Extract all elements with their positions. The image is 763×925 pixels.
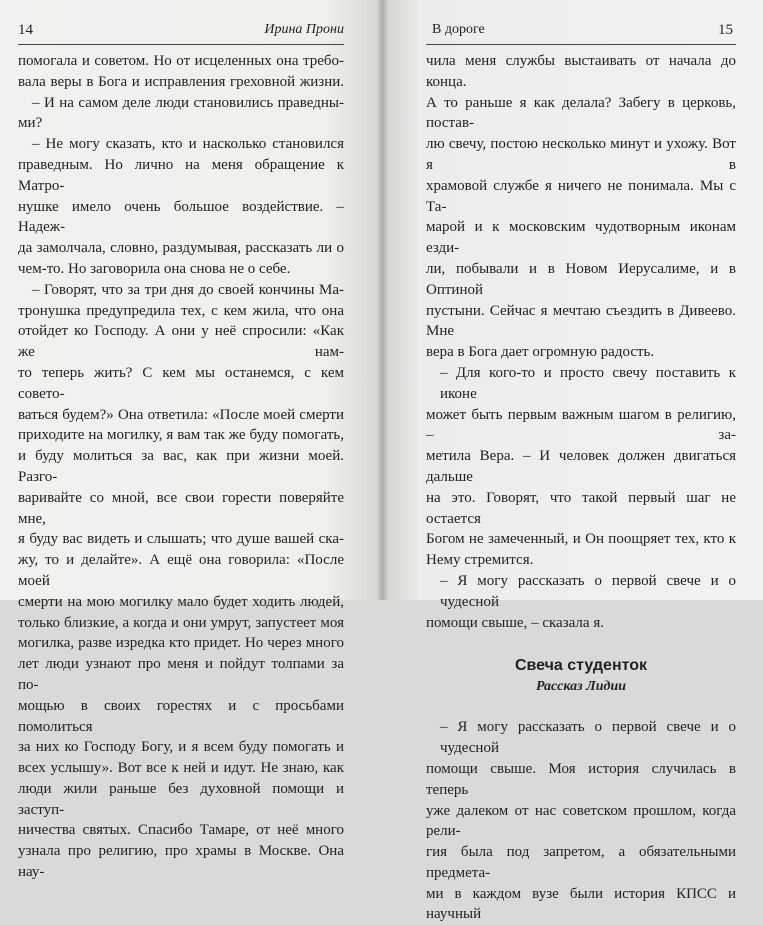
text-line: марой и к московским чудотворным иконам езди- [426, 219, 736, 257]
page-number: 15 [718, 22, 733, 38]
text-line: я буду вас видеть и слышать; что душе вашей ска- [18, 531, 344, 548]
text-line: лет люди узнают про меня и пойдут толпами за по- [18, 656, 344, 693]
text-line: за них ко Господу Богу, и я всем буду помогать и [18, 739, 344, 756]
section-title: Свеча студенток [514, 657, 648, 675]
text-line: лю свечу, постою несколько минут и ухожу. Вот я в [426, 136, 736, 173]
text-line: праведным. Но лично на меня обращение к Матро- [18, 156, 344, 194]
running-head: Ирина Прони [264, 22, 344, 37]
text-line: помощи свыше, – сказала я. [426, 614, 604, 631]
page-body-text [18, 51, 344, 883]
header-rule [18, 44, 344, 45]
text-line: чила меня службы выстаивать от начала до конца. [426, 53, 736, 90]
text-line: тронушка предупредила тех, с кем жила, что она [18, 302, 344, 319]
text-line: храмовой службе я ничего не понимала. Мы с Та- [426, 177, 736, 215]
book-gutter [376, 0, 388, 600]
text-line: на это. Говорят, что такой первый шаг не остается [426, 489, 736, 527]
text-line: да замолчала, словно, раздумывая, рассказать ли о [18, 240, 344, 257]
text-line: и буду молиться за вас, как при жизни моей. Разго- [18, 448, 344, 485]
text-line: пустыни. Сейчас я мечтаю съездить в Дивеево. Мне [426, 302, 736, 340]
text-line: – Говорят, что за три дня до своей кончины Ма- [32, 281, 344, 298]
text-line: то теперь жить? С кем мы останемся, с кем совето- [18, 364, 344, 402]
text-line: жу, то и делайте». А ещё она говорила: «После моей [18, 552, 344, 589]
text-line: приходите на могилку, я вам так же буду помогать, [18, 427, 344, 444]
text-line: узнала про религию, про храмы в Москве. Она нау- [18, 843, 344, 881]
page-body-text [426, 51, 736, 925]
text-line: помогала и советом. Но от исцеленных она требо- [18, 53, 344, 69]
text-line: может быть первым важным шагом в религию, – за- [426, 406, 736, 444]
text-line: ничества святых. Спасибо Тамаре, от неё много [18, 822, 344, 839]
text-line: варивайте со мной, все свои горести поверяйте мне, [18, 489, 344, 527]
text-line: гия была под запретом, а обязательными предмета- [426, 844, 736, 881]
section-subtitle: Рассказ Лидии [535, 679, 627, 695]
text-line: вера в Бога дает огромную радость. [426, 344, 655, 361]
text-line: ми в каждом вузе были история КПСС и научный [426, 885, 736, 923]
text-line: – Для кого-то и просто свечу поставить к иконе [440, 364, 736, 402]
left-page [0, 0, 382, 881]
text-line: Богом не замеченный, и Он поощряет тех, кто к [426, 531, 736, 548]
header-rule [426, 44, 736, 45]
text-line: только близкие, а когда и они умрут, запустеет моя [18, 614, 344, 631]
text-line: ли, побывали и в Новом Иерусалиме, и в Оптиной [426, 260, 736, 298]
text-line: – Не могу сказать, кто и насколько становился [32, 136, 344, 153]
text-line: ми? [18, 115, 43, 132]
text-line: – Я могу рассказать о первой свече и о чудесной [440, 719, 736, 757]
running-head: В дороге [432, 22, 485, 37]
text-line: всех услышу». Вот все к ней и идут. Не знаю, как [18, 760, 344, 777]
text-line: могилка, разве изредка кто придет. Но через много [18, 635, 344, 652]
text-line: чем-то. Но заговорила она снова не о себе. [18, 260, 291, 277]
text-line: вала веры в Бога и исправления греховной жизни. [18, 73, 344, 90]
text-line: мощью в своих горестях и с просьбами помолиться [18, 697, 344, 735]
text-line: нушке имело очень большое воздействие. – Надеж- [18, 198, 344, 236]
text-line: уже далеком от нас советском прошлом, когда рели- [426, 802, 736, 840]
text-line: А то раньше я как делала? Забегу в церковь, постав- [426, 94, 736, 132]
text-line: смерти на мою могилку мало будет ходить людей, [18, 593, 344, 610]
right-page [382, 0, 763, 923]
text-line: – Я могу рассказать о первой свече и о чудесной [440, 572, 736, 610]
text-line: метила Вера. – И человек должен двигаться дальше [426, 448, 736, 485]
page-number: 14 [18, 22, 33, 38]
text-line: ваться будем?» Она ответила: «После моей смерти [18, 406, 344, 423]
text-line: люди жили раньше без духовной помощи и заступ- [18, 780, 344, 818]
text-line: Нему стремится. [426, 552, 534, 569]
text-line: – И на самом деле люди становились праведны- [32, 94, 344, 111]
text-line: помощи свыше. Моя история случилась в теперь [426, 760, 736, 798]
text-line: отойдет ко Господу. А они у неё спросили: «Как же нам- [18, 323, 344, 361]
